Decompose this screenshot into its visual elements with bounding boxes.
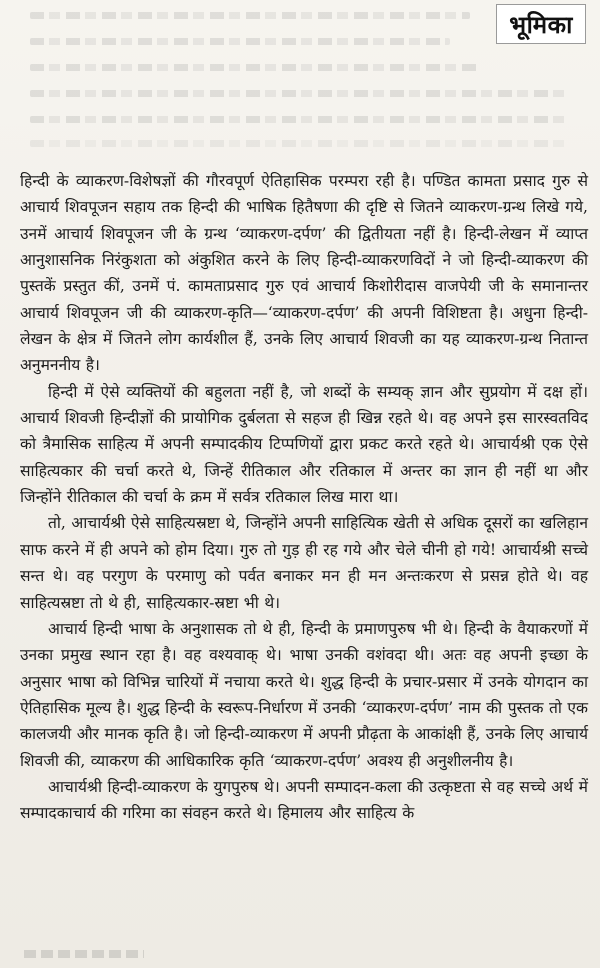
- page-title: भूमिका: [509, 10, 573, 39]
- show-through-text: [30, 64, 480, 71]
- title-box: [496, 4, 586, 44]
- paragraph: हिन्दी के व्याकरण-विशेषज्ञों की गौरवपूर्ण ऐतिहासिक परम्परा रही है। पण्डित कामता प्रसाद गुरु से आचार्य शिवपूजन सहाय तक हिन्दी की भाषिक हितैषणा की दृष्टि से जितने व्याकरण-ग्रन्थ लिखे गये, उनमें आचार्य शिवपूजन जी के ग्रन्थ ‘व्याकरण-दर्पण’ की द्वितीयता नहीं है। हिन्दी-लेखन में व्याप्त आनुशासनिक निरंकुशता को अंकुशित करने के लिए हिन्दी-व्याकरणविदों ने जो हिन्दी-व्याकरण की पुस्तकें प्रस्तुत कीं, उनमें पं. कामताप्रसाद गुरु एवं आचार्य किशोरीदास वाजपेयी जी के समानान्तर आचार्य शिवपूजन जी की व्याकरण-कृति—‘व्याकरण-दर्पण’ की अपनी विशिष्टता है। अधुना हिन्दी-लेखन के क्षेत्र में जितने लोग कार्यशील हैं, उनके लिए आचार्य शिवजी का यह व्याकरण-ग्रन्थ नितान्त अनुमननीय है।: [20, 172, 588, 375]
- show-through-text: [30, 12, 470, 19]
- paragraph: तो, आचार्यश्री ऐसे साहित्यस्रष्टा थे, जिन्होंने अपनी साहित्यिक खेती से अधिक दूसरों का खलिहान साफ करने में ही अपने को होम दिया। गुरु तो गुड़ ही रह गये और चेले चीनी हो गये! आचार्यश्री सच्चे सन्त थे। वह परगुण के परमाणु को पर्वत बनाकर मन ही मन अन्तःकरण से प्रसन्न होते थे। वह साहित्यस्रष्टा तो थे ही, साहित्यकार-स्रष्टा भी थे।: [20, 514, 588, 612]
- body-text: [20, 168, 588, 827]
- show-through-text: [30, 90, 570, 97]
- paragraph: हिन्दी में ऐसे व्यक्तियों की बहुलता नहीं है, जो शब्दों के सम्यक् ज्ञान और सुप्रयोग में दक्ष हों। आचार्य शिवजी हिन्दीज्ञों की प्रायोगिक दुर्बलता से सहज ही खिन्न रहते थे। वह अपने इस सारस्वतविद को त्रैमासिक साहित्य में अपनी सम्पादकीय टिप्पणियों द्वारा प्रकट करते रहते थे। आचार्यश्री एक ऐसे साहित्यकार की चर्चा करते थे, जिन्हें रीतिकाल और रतिकाल में अन्तर का ज्ञान ही नहीं था और जिन्होंने रीतिकाल की चर्चा के क्रम में सर्वत्र रतिकाल लिख मारा था।: [20, 382, 588, 507]
- paragraph: आचार्यश्री हिन्दी-व्याकरण के युगपुरुष थे। अपनी सम्पादन-कला की उत्कृष्टता से वह सच्चे अर्थ में सम्पादकाचार्य की गरिमा का संवहन करते थे। हिमालय और साहित्य के: [20, 777, 588, 823]
- show-through-text: [30, 116, 570, 123]
- paragraph: आचार्य हिन्दी भाषा के अनुशासक तो थे ही, हिन्दी के प्रमाणपुरुष भी थे। हिन्दी के वैयाकरणों में उनका प्रमुख स्थान रहा है। वह वश्यवाक् थे। भाषा उनकी वशंवदा थी। अतः वह अपनी इच्छा के अनुसार भाषा को विभिन्न चारियों में नचाया करते थे। शुद्ध हिन्दी के प्रचार-प्रसार में उनके योगदान का ऐतिहासिक मूल्य है। शुद्ध हिन्दी के स्वरूप-निर्धारण में उनकी ‘व्याकरण-दर्पण’ नाम की पुस्तक तो एक कालजयी और मानक कृति है। जो हिन्दी-व्याकरण में अपनी प्रौढ़ता के आकांक्षी हैं, उनके लिए आचार्य शिवजी की, व्याकरण की आधिकारिक कृति ‘व्याकरण-दर्पण’ अवश्य ही अनुशीलनीय है।: [20, 619, 589, 770]
- show-through-text: [30, 38, 450, 45]
- show-through-text: [24, 950, 144, 958]
- show-through-text: [30, 140, 570, 147]
